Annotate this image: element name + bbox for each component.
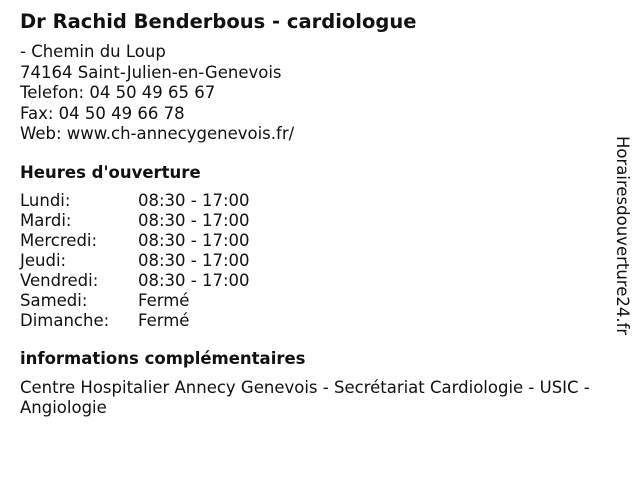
phone-line: Telefon: 04 50 49 65 67 — [20, 83, 216, 102]
hours-row-tuesday — [20, 211, 600, 231]
day-label: Mercredi: — [20, 230, 98, 250]
hours-table — [20, 191, 600, 331]
day-label: Dimanche: — [20, 310, 110, 330]
web-line: Web: www.ch-annecygenevois.fr/ — [20, 124, 295, 143]
hours-heading: Heures d'ouverture — [20, 162, 201, 182]
address-block — [20, 42, 600, 145]
hours-row-wednesday — [20, 231, 600, 251]
page-title: Dr Rachid Benderbous - cardiologue — [20, 10, 417, 33]
street-line: - Chemin du Loup — [20, 42, 166, 61]
fax-line: Fax: 04 50 49 66 78 — [20, 103, 185, 123]
listing-content — [20, 8, 600, 419]
time-value: Fermé — [138, 310, 190, 330]
day-label: Jeudi: — [20, 250, 67, 270]
day-label: Mardi: — [20, 210, 72, 230]
hours-row-saturday — [20, 291, 600, 311]
day-label: Vendredi: — [20, 270, 99, 290]
time-value: 08:30 - 17:00 — [138, 270, 250, 290]
hours-row-sunday — [20, 311, 600, 331]
time-value: 08:30 - 17:00 — [138, 250, 250, 270]
day-label: Samedi: — [20, 290, 88, 310]
hours-row-monday — [20, 191, 600, 211]
info-heading: informations complémentaires — [20, 348, 306, 368]
hours-row-thursday — [20, 251, 600, 271]
city-line: 74164 Saint-Julien-en-Genevois — [20, 62, 282, 82]
info-text: Centre Hospitalier Annecy Genevois - Secrétariat Cardiologie - USIC - Angiologie — [20, 377, 590, 417]
hours-row-friday — [20, 271, 600, 291]
brand-watermark: Horairesdouverture24.fr — [613, 136, 632, 336]
day-label: Lundi: — [20, 190, 71, 210]
time-value: 08:30 - 17:00 — [138, 190, 250, 210]
time-value: 08:30 - 17:00 — [138, 210, 250, 230]
time-value: 08:30 - 17:00 — [138, 230, 250, 250]
time-value: Fermé — [138, 290, 190, 310]
